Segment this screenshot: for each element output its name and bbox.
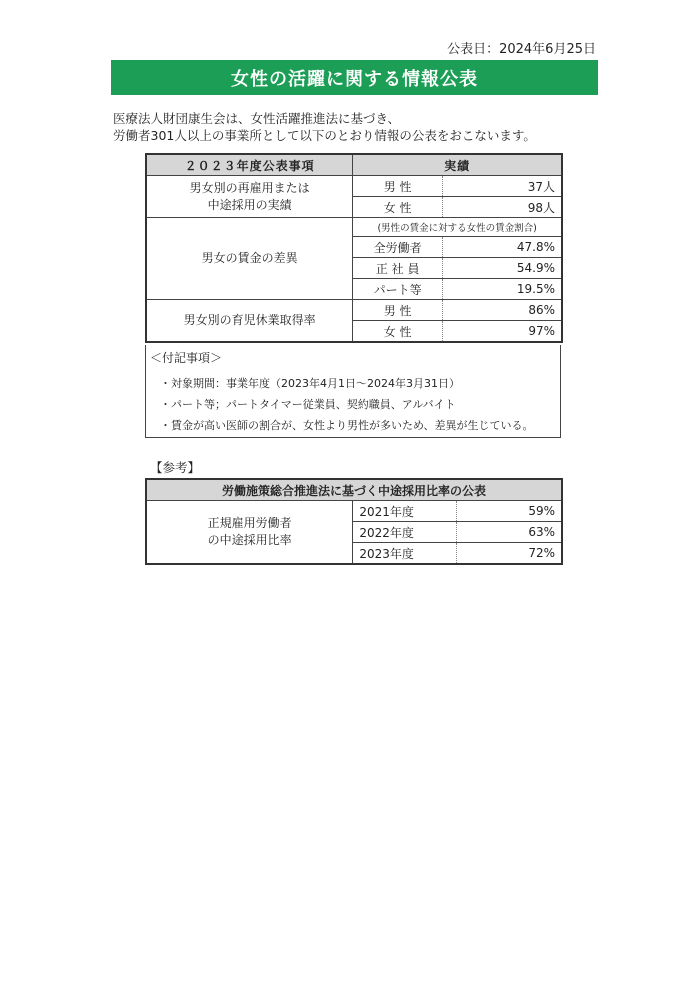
note-item: ・対象期間：事業年度（2023年4月1日～2024年3月31日） <box>160 377 460 390</box>
intro-line-2: 労働者301人以上の事業所として以下のとおり情報の公表をおこないます。 <box>113 128 536 143</box>
row-label: 男 性 <box>353 176 443 197</box>
row-label: 女 性 <box>353 321 443 343</box>
row-value: 97% <box>442 321 562 343</box>
table-row <box>146 501 562 522</box>
table-header-row <box>146 154 562 176</box>
row-label: 2021年度 <box>353 501 457 522</box>
row-label: パート等 <box>353 279 443 300</box>
item-midcareer-ratio <box>146 501 353 565</box>
intro-line-1: 医療法人財団康生会は、女性活躍推進法に基づき、 <box>113 111 401 126</box>
notes-box <box>145 345 561 438</box>
row-label: 男 性 <box>353 300 443 321</box>
publish-date: 公表日：2024年6月25日 <box>447 42 596 57</box>
row-value: 47.8% <box>442 237 562 258</box>
reference-header-row <box>146 479 562 501</box>
reference-table <box>145 478 563 565</box>
row-label: 女 性 <box>353 197 443 218</box>
table-row <box>146 176 562 197</box>
notes-title: ＜付記事項＞ <box>150 351 223 365</box>
item-rehire-line-2: 中途採用の実績 <box>207 197 292 212</box>
row-value: 54.9% <box>442 258 562 279</box>
item-wage-gap: 男女の賃金の差異 <box>146 218 353 300</box>
note-item: ・パート等；パートタイマー従業員、契約職員、アルバイト <box>160 398 456 411</box>
table-row <box>146 218 562 237</box>
row-label: 2023年度 <box>353 543 457 565</box>
item-rehire-line-1: 男女別の再雇用または <box>189 180 310 195</box>
table-row <box>146 300 562 321</box>
page-title: 女性の活躍に関する情報公表 <box>111 60 598 95</box>
row-label: 正 社 員 <box>353 258 443 279</box>
row-value: 98人 <box>442 197 562 218</box>
row-value: 59% <box>456 501 562 522</box>
row-value: 37人 <box>442 176 562 197</box>
row-value: 86% <box>442 300 562 321</box>
note-item: ・賃金が高い医師の割合が、女性より男性が多いため、差異が生じている。 <box>160 419 534 432</box>
col-header-results: 実績 <box>353 154 562 176</box>
reference-header: 労働施策総合推進法に基づく中途採用比率の公表 <box>146 479 562 501</box>
intro-text <box>113 110 536 144</box>
row-value: 72% <box>456 543 562 565</box>
item-rehire <box>146 176 353 218</box>
row-label: 全労働者 <box>353 237 443 258</box>
row-value: 63% <box>456 522 562 543</box>
row-label: 2022年度 <box>353 522 457 543</box>
item-childcare: 男女別の育児休業取得率 <box>146 300 353 343</box>
col-header-items: ２０２３年度公表事項 <box>146 154 353 176</box>
row-value: 19.5% <box>442 279 562 300</box>
reference-label: 【参考】 <box>150 460 201 475</box>
disclosure-table <box>145 153 563 343</box>
item-midcareer-line-2: の中途採用比率 <box>207 533 292 547</box>
item-midcareer-line-1: 正規雇用労働者 <box>207 516 292 530</box>
wage-gap-note: (男性の賃金に対する女性の賃金割合) <box>353 218 562 237</box>
